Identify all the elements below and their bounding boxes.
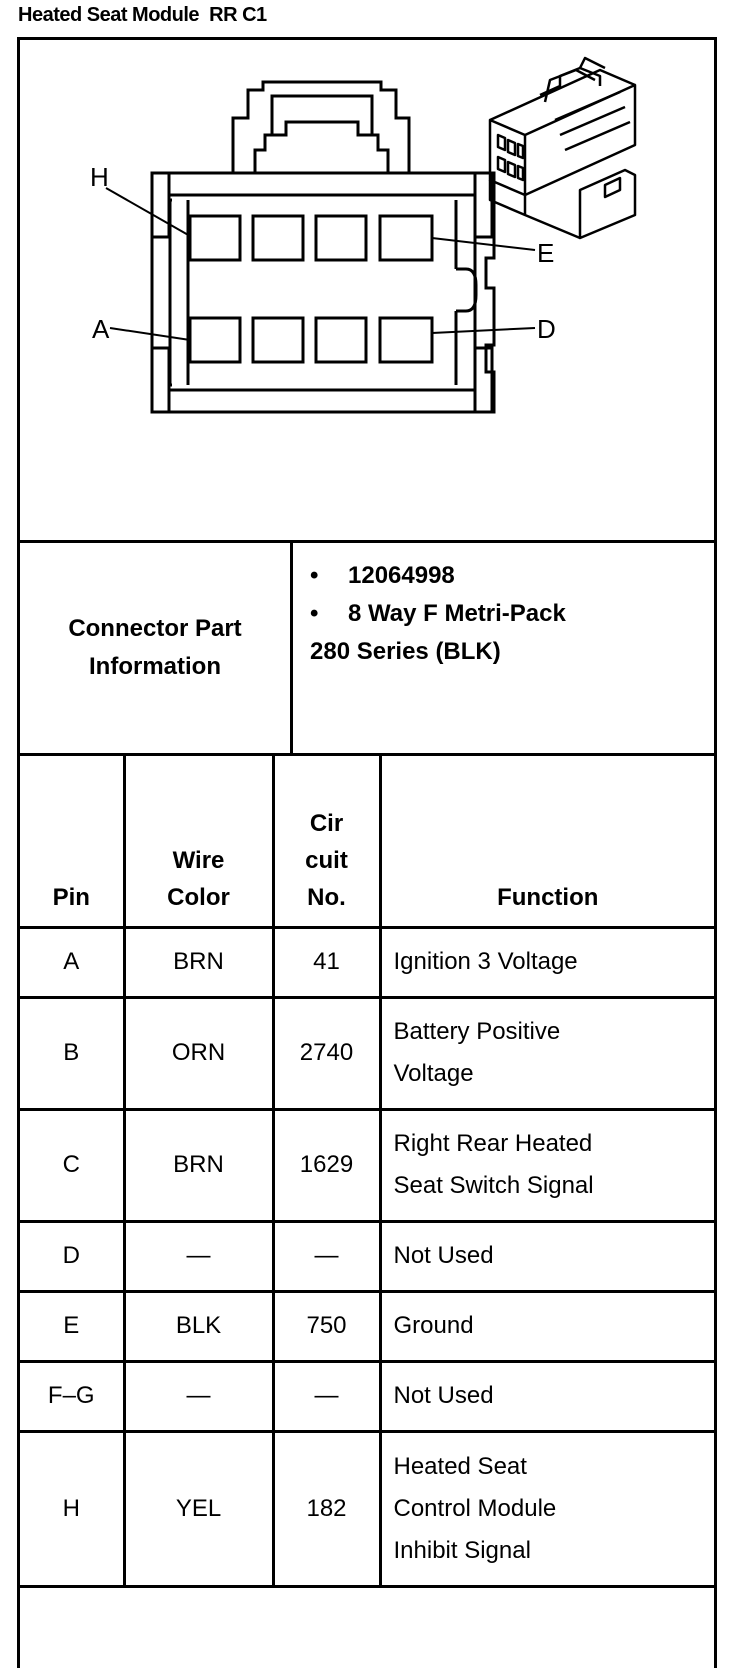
- wire-color-cell: BRN: [124, 1109, 273, 1221]
- table-row: [20, 1291, 714, 1361]
- cavity-d: [380, 318, 432, 362]
- connector-info-label-line2: Information: [89, 653, 221, 680]
- polarizing-key: [456, 269, 476, 311]
- pin-cell: D: [20, 1221, 124, 1291]
- connector-description: • 8 Way F Metri-Pack: [310, 595, 710, 633]
- wire-color-cell: BRN: [124, 927, 273, 997]
- table-row: [20, 997, 714, 1109]
- connector-isometric-icon: [490, 58, 635, 238]
- table-row: [20, 1221, 714, 1291]
- function-cell: Not Used: [380, 1361, 714, 1431]
- pinout-table: [20, 753, 714, 1588]
- circuit-cell: —: [273, 1221, 380, 1291]
- header-function: Function: [380, 753, 714, 927]
- wire-color-cell: YEL: [124, 1431, 273, 1586]
- circuit-cell: 2740: [273, 997, 380, 1109]
- circuit-cell: 750: [273, 1291, 380, 1361]
- connector-diagram: [20, 40, 714, 543]
- pin-cell: H: [20, 1431, 124, 1586]
- connector-part-information: [20, 543, 714, 756]
- circuit-cell: 41: [273, 927, 380, 997]
- cavity-f: [316, 216, 366, 260]
- wire-color-cell: ORN: [124, 997, 273, 1109]
- table-row: [20, 1431, 714, 1586]
- function-cell: Battery Positive Voltage: [380, 997, 714, 1109]
- pin-label-a: A: [92, 314, 110, 344]
- pin-label-e: E: [537, 238, 555, 268]
- wire-color-cell: BLK: [124, 1291, 273, 1361]
- connector-info-list: [310, 557, 710, 671]
- circuit-cell: 1629: [273, 1109, 380, 1221]
- function-cell: Right Rear Heated Seat Switch Signal: [380, 1109, 714, 1221]
- function-cell: Ignition 3 Voltage: [380, 927, 714, 997]
- cavity-e: [380, 216, 432, 260]
- connector-info-label-line1: Connector Part: [68, 615, 242, 642]
- connector-description-cont: 280 Series (BLK): [310, 638, 501, 665]
- pin-cell: B: [20, 997, 124, 1109]
- wire-color-cell: —: [124, 1221, 273, 1291]
- circuit-cell: 182: [273, 1431, 380, 1586]
- pin-cell: C: [20, 1109, 124, 1221]
- pin-cell: E: [20, 1291, 124, 1361]
- header-pin: Pin: [20, 753, 124, 927]
- circuit-cell: —: [273, 1361, 380, 1431]
- connector-face-drawing: [20, 40, 714, 540]
- table-header-row: [20, 753, 714, 927]
- function-cell: Heated Seat Control Module Inhibit Signal: [380, 1431, 714, 1586]
- pin-label-h: H: [90, 162, 109, 192]
- function-cell: Not Used: [380, 1221, 714, 1291]
- pin-label-d: D: [537, 314, 556, 344]
- wire-color-cell: —: [124, 1361, 273, 1431]
- pin-cell: F–G: [20, 1361, 124, 1431]
- part-number: • 12064998: [310, 557, 710, 595]
- cavity-b: [253, 318, 303, 362]
- table-row: [20, 1361, 714, 1431]
- cavity-h: [190, 216, 240, 260]
- page-title: Heated Seat Module RR C1: [18, 4, 267, 26]
- cavity-c: [316, 318, 366, 362]
- pin-cell: A: [20, 927, 124, 997]
- connector-housing: [152, 173, 494, 412]
- connector-info-label: [20, 543, 293, 753]
- cavity-g: [253, 216, 303, 260]
- function-cell: Ground: [380, 1291, 714, 1361]
- table-row: [20, 1109, 714, 1221]
- cavity-a: [190, 318, 240, 362]
- header-wire-color: Wire Color: [124, 753, 273, 927]
- connector-sheet: [17, 37, 717, 1668]
- header-circuit-no: Cir cuit No.: [273, 753, 380, 927]
- table-row: [20, 927, 714, 997]
